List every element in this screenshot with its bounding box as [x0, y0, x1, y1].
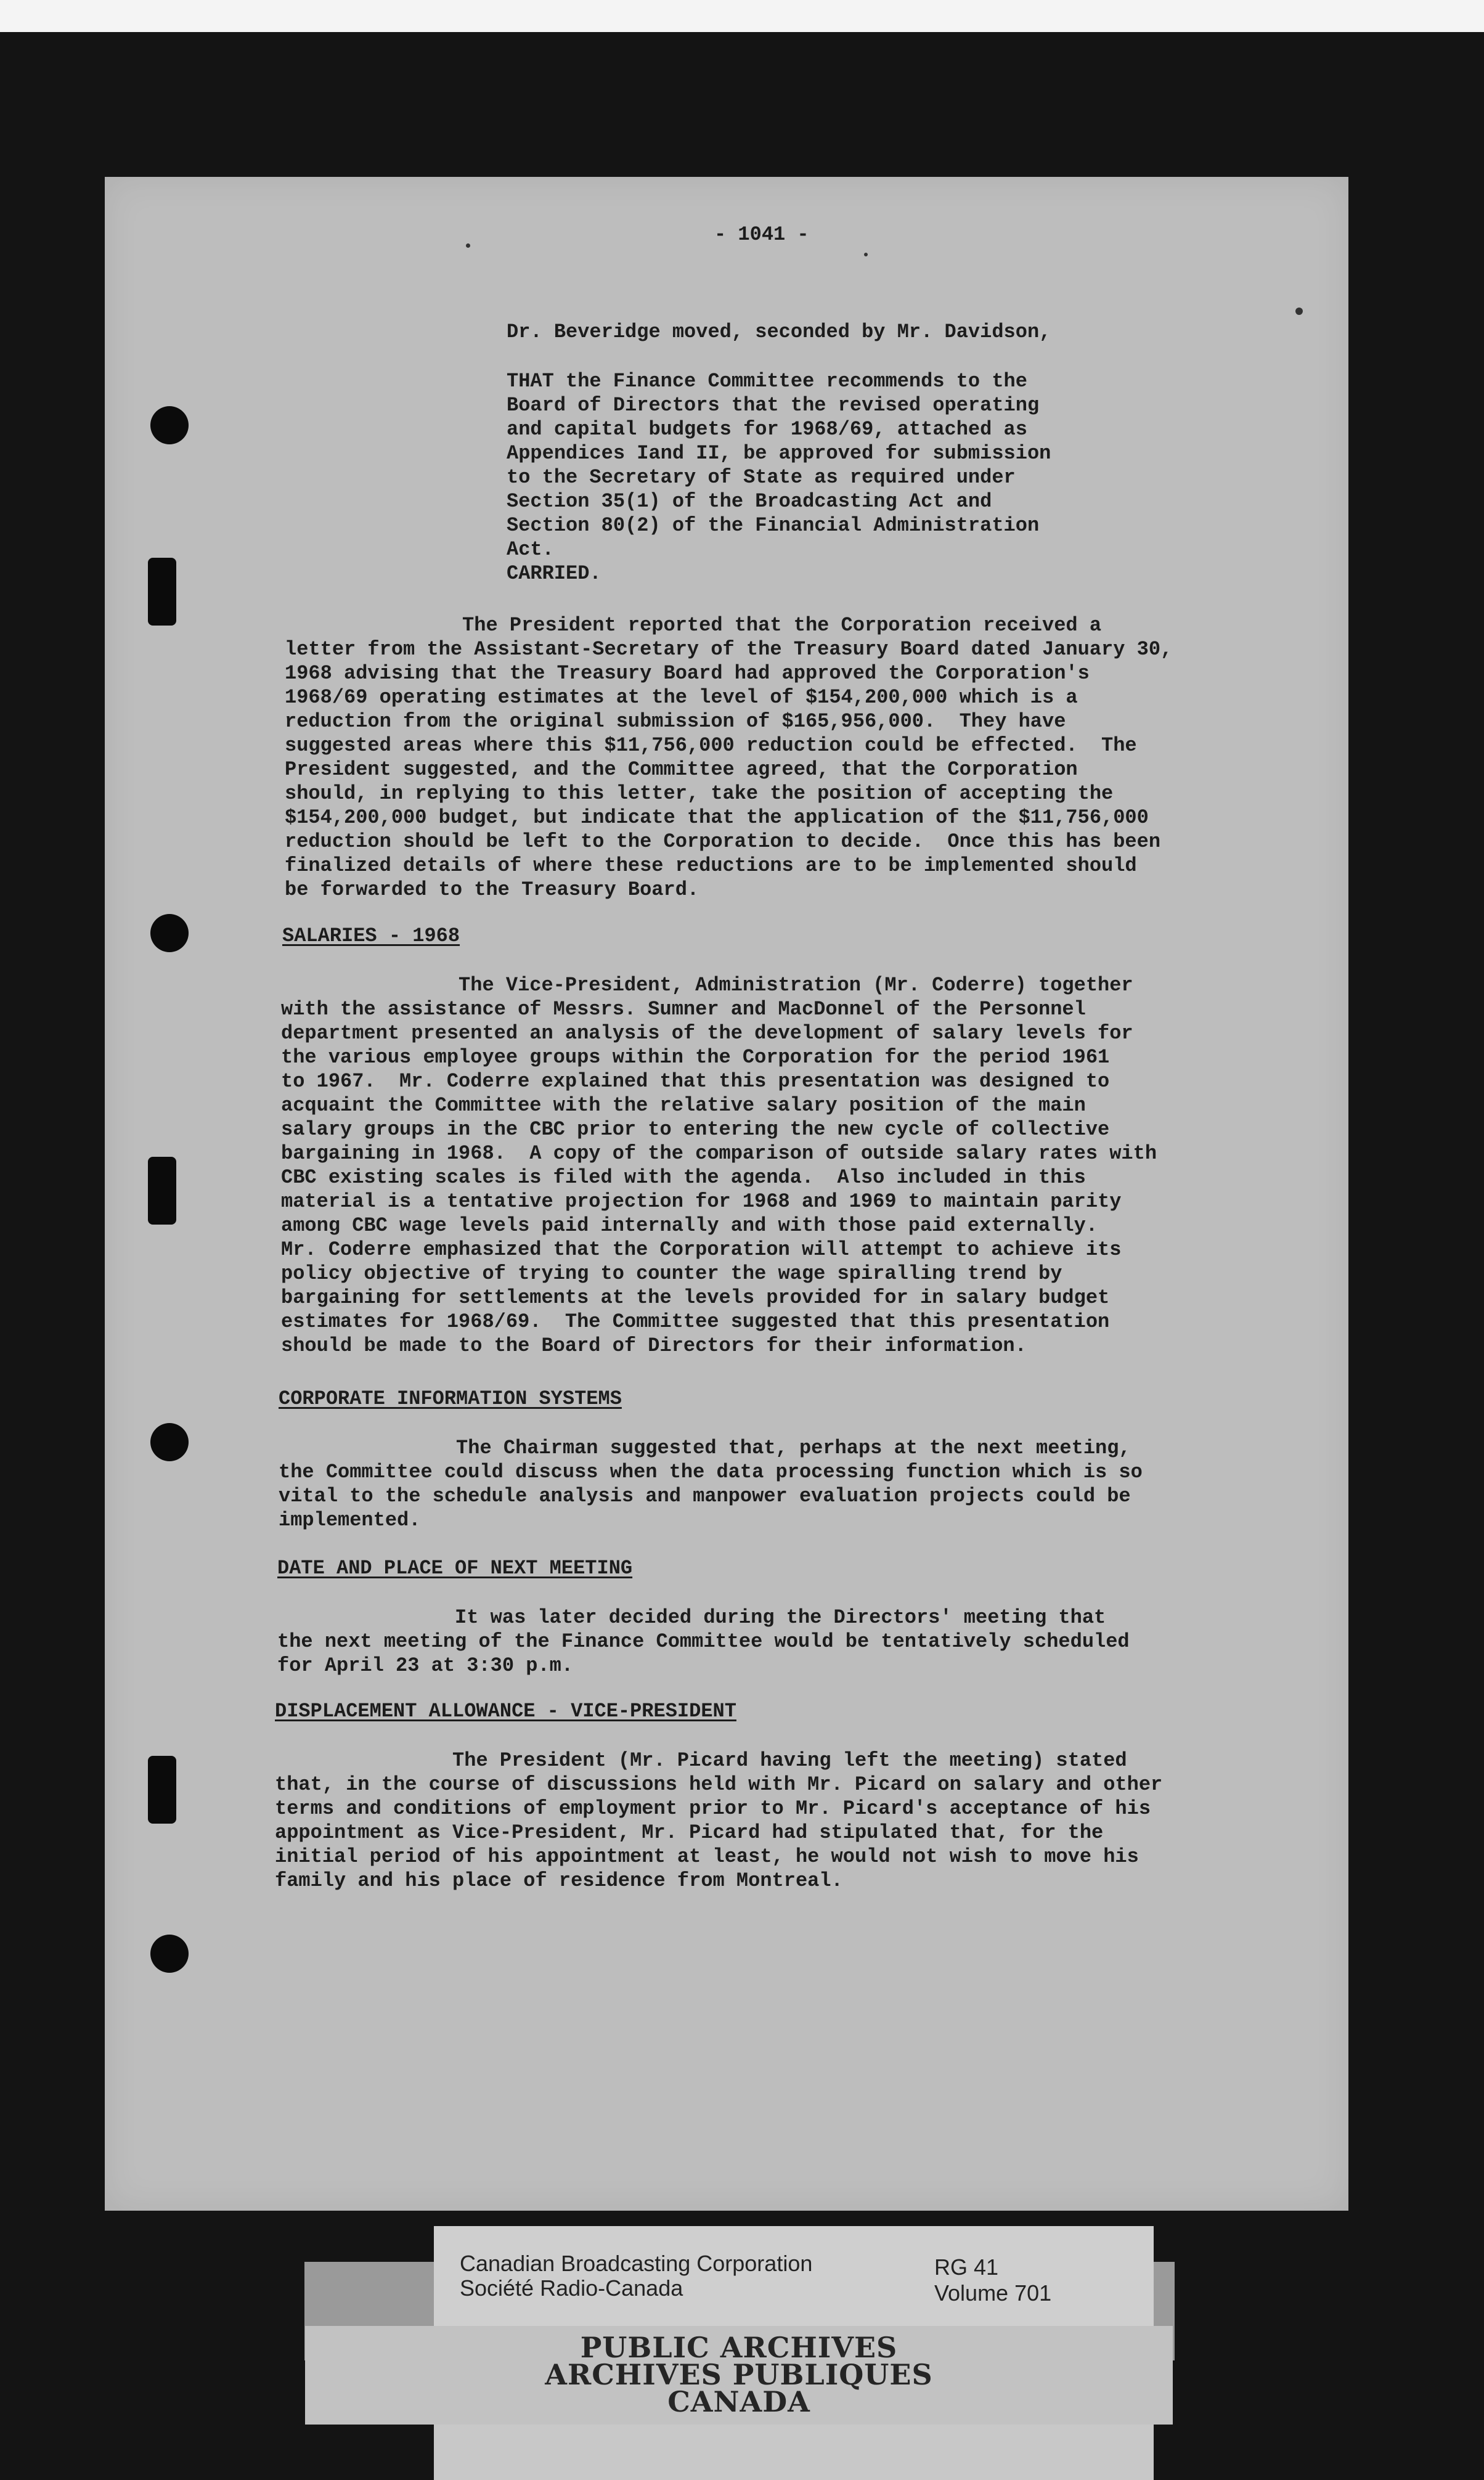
resolution-text: THAT the Finance Committee recommends to the Board of Directors that the revised operating and capital budgets for 1968/69, attached as Appendices Iand II, be approved for submission to the Secretary of State as required under Section 35(1) of the Broadcasting Act and Section 80(2) of the Financial Administration Act. CARRIED.: [507, 370, 1051, 585]
punch-hole: [150, 406, 189, 444]
binder-slot: [148, 1157, 176, 1225]
public-archives-stamp: [305, 2326, 1173, 2425]
binder-slot: [148, 558, 176, 626]
next-meeting-body: It was later decided during the Directors' meeting that the next meeting of the Finance Committee would be tentatively scheduled for April 23 at 3:30 p.m.: [277, 1606, 1130, 1677]
heading-corporate-info-systems: CORPORATE INFORMATION SYSTEMS: [279, 1387, 622, 1410]
scan-speck: [864, 253, 868, 256]
document-page: [105, 177, 1348, 2211]
corporate-info-body: The Chairman suggested that, perhaps at the next meeting, the Committee could discuss when the data processing function which is so vital to the schedule analysis and manpower evaluation projects could be implemented.: [279, 1437, 1143, 1532]
archive-record-group: RG 41: [934, 2254, 999, 2280]
archive-volume: Volume 701: [934, 2280, 1052, 2306]
stamp-line-country: CANADA: [667, 2385, 810, 2418]
punch-hole: [150, 1423, 189, 1461]
heading-salaries: SALARIES - 1968: [282, 924, 460, 947]
motion-line: Dr. Beveridge moved, seconded by Mr. Davidson,: [507, 320, 1051, 343]
president-report: The President reported that the Corporation received a letter from the Assistant-Secretary of the Treasury Board dated January 30, 1968 advising that the Treasury Board had approved the Corporation's 1968/69 operating estimates at the level of $154,200,000 which is a reduction from the original submission of $165,956,000. They have suggested areas where this $11,756,000 reduction could be effected. The President suggested, and the Committee agreed, that the Corporation should, in replying to this letter, take the position of accepting the $154,200,000 budget, but indicate that the application of the $11,756,000 reduction should be left to the Corporation to decide. Once this has been finalized details of where these reductions are to be implemented should be forwarded to the Treasury Board.: [285, 614, 1173, 901]
scan-speck: [466, 243, 470, 248]
punch-hole: [150, 1935, 189, 1973]
punch-hole: [150, 914, 189, 952]
page-number: - 1041 -: [714, 223, 809, 246]
archive-label-header: [434, 2226, 1154, 2331]
binder-slot: [148, 1756, 176, 1824]
stamp-line-french: ARCHIVES PUBLIQUES: [545, 2358, 933, 2391]
film-frame-top-edge: [0, 0, 1484, 32]
stamp-line-english: PUBLIC ARCHIVES: [580, 2331, 898, 2364]
scan-speck: [1295, 308, 1303, 315]
salaries-body: The Vice-President, Administration (Mr. Coderre) together with the assistance of Messrs. Sumner and MacDonnel of the Personnel department presented an analysis of the development of salary levels for the various employee groups within the Corporation for the period 1961 to 1967. Mr. Coderre explained that this presentation was designed to acquaint the Committee with the relative salary position of the main salary groups in the CBC prior to entering the new cycle of collective bargaining in 1968. A copy of the comparison of outside salary rates with CBC existing scales is filed with the agenda. Also included in this material is a tentative projection for 1968 and 1969 to maintain parity among CBC wage levels paid internally and with those paid externally. Mr. Coderre emphasized that the Corporation will attempt to achieve its policy objective of trying to counter the wage spiralling trend by bargaining for settlements at the levels provided for in salary budget estimates for 1968/69. The Committee suggested that this presentation should be made to the Board of Directors for their information.: [281, 974, 1157, 1357]
displacement-body: The President (Mr. Picard having left the meeting) stated that, in the course of discussions held with Mr. Picard on salary and other terms and conditions of employment prior to Mr. Picard's acceptance of his appointment as Vice-President, Mr. Picard had stipulated that, for the initial period of his appointment at least, he would not wish to move his family and his place of residence from Montreal.: [275, 1749, 1163, 1892]
archive-org-english: Canadian Broadcasting Corporation: [460, 2251, 813, 2276]
heading-next-meeting: DATE AND PLACE OF NEXT MEETING: [277, 1557, 633, 1580]
heading-displacement-allowance: DISPLACEMENT ALLOWANCE - VICE-PRESIDENT: [275, 1700, 736, 1723]
archive-org-french: Société Radio-Canada: [460, 2275, 683, 2301]
